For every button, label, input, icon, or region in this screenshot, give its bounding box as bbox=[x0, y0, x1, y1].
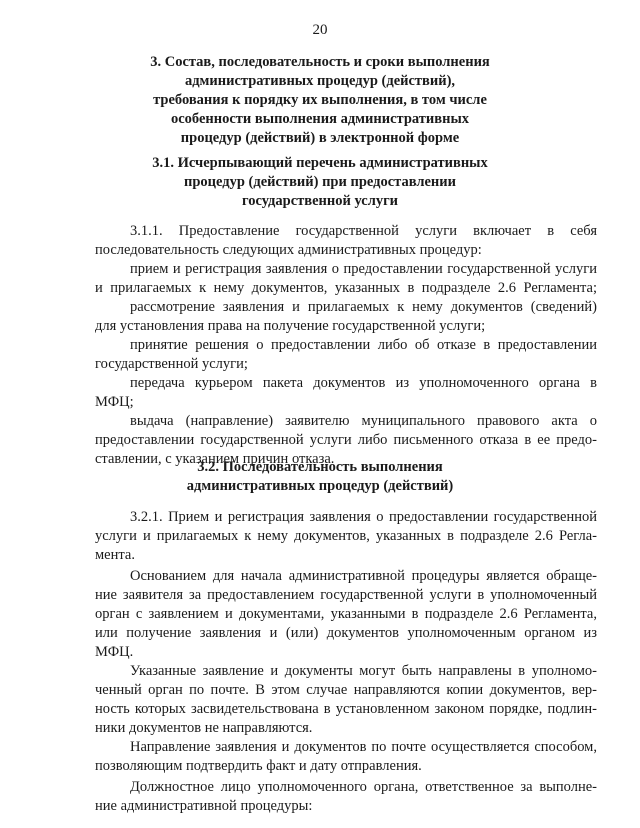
text-line: орган с заявлением и документами, указанными в подразделе 2.6 Регламента, bbox=[95, 606, 597, 622]
text-line: предоставлении государственной услуги либо письменного отказа в ее предо- bbox=[95, 432, 597, 448]
text-line: мента. bbox=[95, 547, 135, 563]
text-line: услуги и прилагаемых к нему документов, указанных в подразделе 2.6 Регла- bbox=[95, 528, 597, 544]
text-line: выдача (направление) заявителю муниципального правового акта о bbox=[130, 413, 597, 429]
text-line: Указанные заявление и документы могут быть направлены в уполномо- bbox=[130, 663, 597, 679]
heading-line: 3.2. Последовательность выполнения bbox=[197, 459, 443, 475]
section-3-1-heading bbox=[0, 154, 640, 211]
heading-line: государственной услуги bbox=[241, 193, 399, 209]
text-line: ние заявителя за предоставлением государственной услуги в уполномоченный bbox=[95, 587, 597, 603]
heading-line: административных процедур (действий), bbox=[184, 73, 456, 89]
text-line: ченный орган по почте. В этом случае направляются копии документов, вер- bbox=[95, 682, 597, 698]
page-number: 20 bbox=[312, 22, 328, 38]
text-line: 3.1.1. Предоставление государственной услуги включает в себя bbox=[130, 223, 597, 239]
text-line: и прилагаемых к нему документов, указанных в подразделе 2.6 Регламента; bbox=[95, 280, 597, 296]
text-line: ние административной процедуры: bbox=[95, 798, 313, 814]
text-line: государственной услуги; bbox=[95, 356, 248, 372]
text-line: для установления права на получение государственной услуги; bbox=[95, 318, 486, 334]
text-line: рассмотрение заявления и прилагаемых к нему документов (сведений) bbox=[130, 299, 597, 315]
heading-line: 3.1. Исчерпывающий перечень административных bbox=[152, 155, 488, 171]
heading-line: 3. Состав, последовательность и сроки выполнения bbox=[150, 54, 490, 70]
text-line: последовательность следующих административных процедур: bbox=[95, 242, 482, 258]
text-line: или получение заявления и (или) документов уполномоченным органом из bbox=[95, 625, 597, 641]
text-line: ность которых засвидетельствована в установленном законом порядке, подлин- bbox=[95, 701, 597, 717]
text-line: позволяющим подтвердить факт и дату отправления. bbox=[95, 758, 422, 774]
text-line: Направление заявления и документов по почте осуществляется способом, bbox=[130, 739, 597, 755]
section-3-heading bbox=[0, 53, 640, 148]
text-line: МФЦ; bbox=[95, 394, 134, 410]
text-line: прием и регистрация заявления о предоставлении государственной услуги bbox=[130, 261, 597, 277]
text-line: ники документов не направляются. bbox=[95, 720, 313, 736]
heading-line: административных процедур (действий) bbox=[186, 478, 454, 494]
text-line: МФЦ. bbox=[95, 644, 134, 660]
heading-line: требования к порядку их выполнения, в том числе bbox=[153, 92, 487, 108]
section-3-2-heading bbox=[0, 458, 640, 496]
text-line: ставлении, с указанием причин отказа. bbox=[95, 451, 335, 467]
text-line: принятие решения о предоставлении либо об отказе в предоставлении bbox=[130, 337, 597, 353]
text-line: Должностное лицо уполномоченного органа, ответственное за выполне- bbox=[130, 779, 597, 795]
heading-line: процедур (действий) при предоставлении bbox=[184, 174, 456, 190]
text-line: 3.2.1. Прием и регистрация заявления о предоставлении государственной bbox=[130, 509, 597, 525]
heading-line: процедур (действий) в электронной форме bbox=[180, 130, 460, 146]
heading-line: особенности выполнения административных bbox=[170, 111, 470, 127]
text-line: Основанием для начала административной процедуры является обраще- bbox=[130, 568, 597, 584]
text-line: передача курьером пакета документов из уполномоченного органа в bbox=[130, 375, 597, 391]
